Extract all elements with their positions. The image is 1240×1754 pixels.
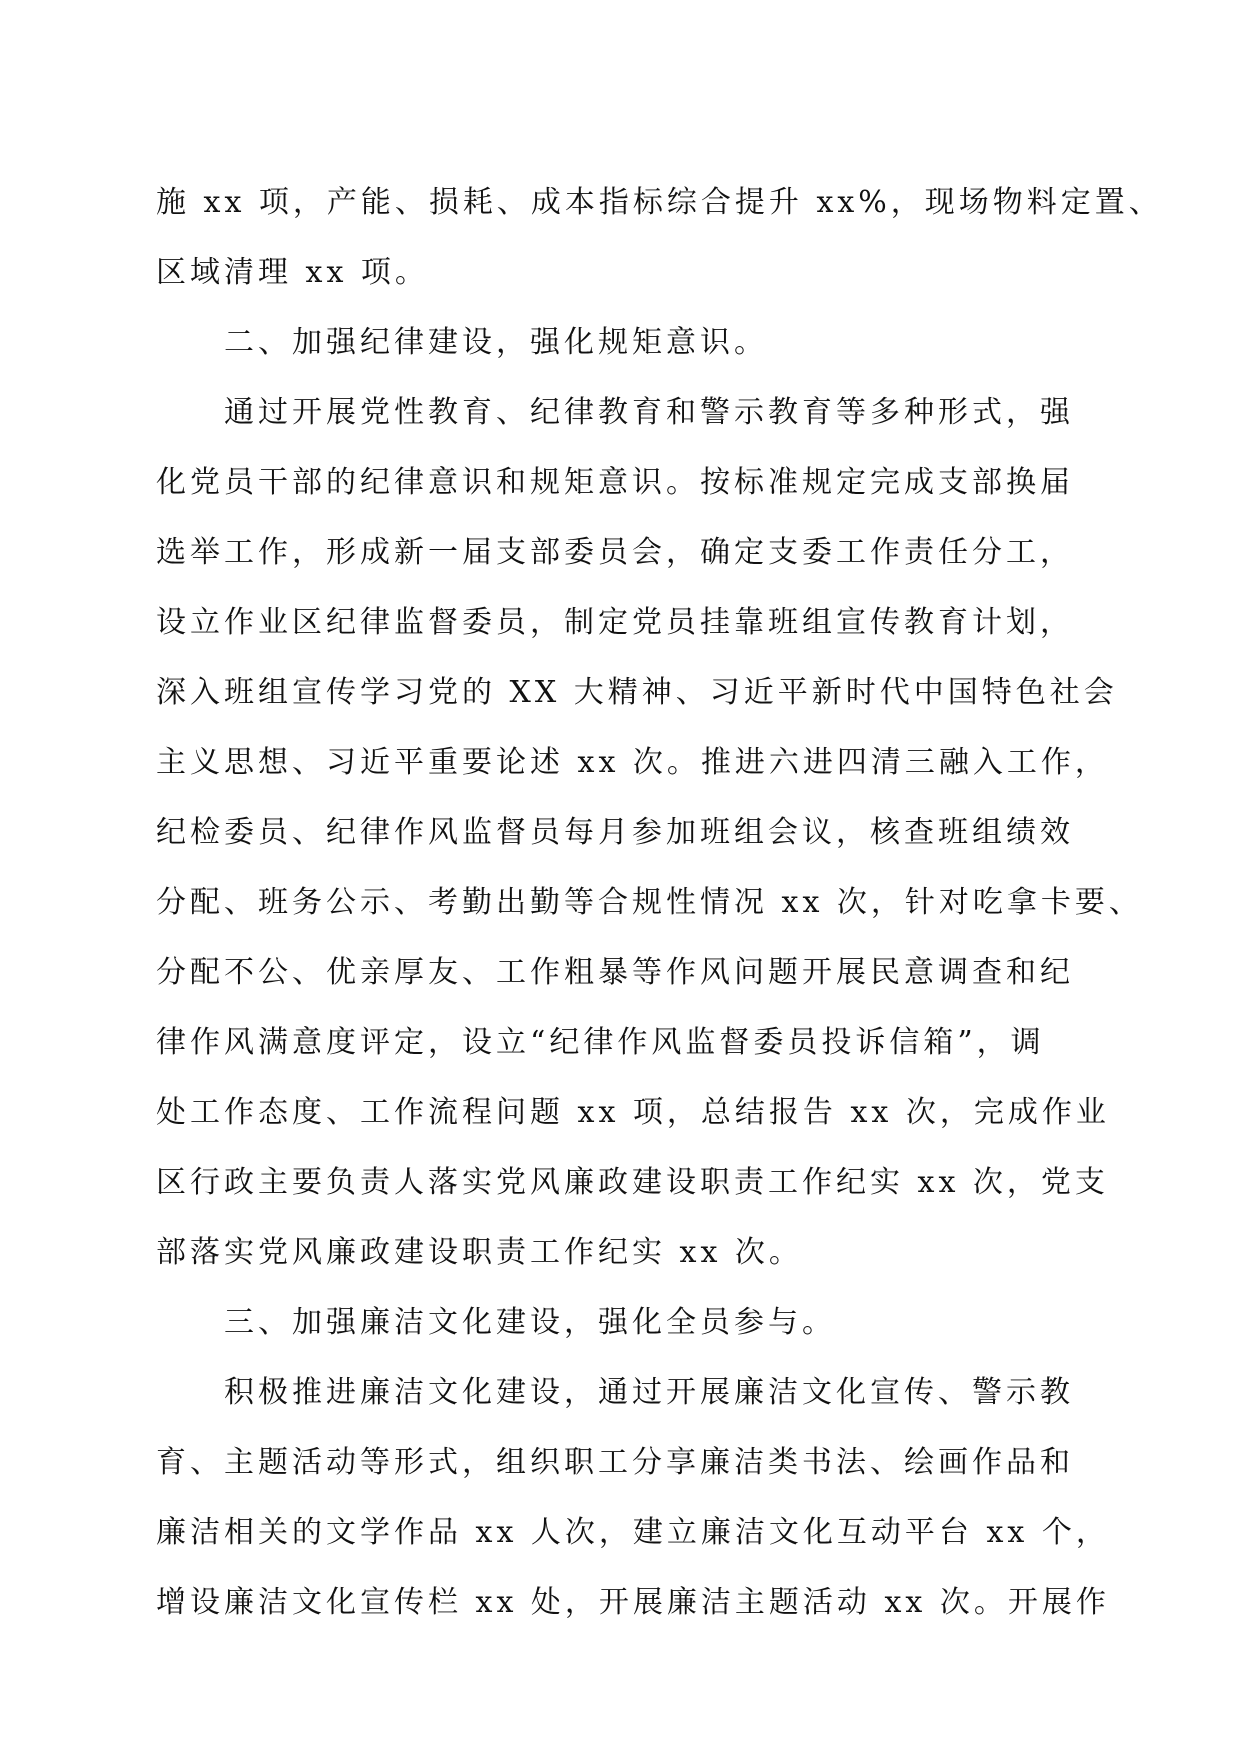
line-01: 施 xx 项，产能、损耗、成本指标综合提升 xx%，现场物料定置、 xyxy=(156,185,1163,220)
line-13: 律作风满意度评定，设立“纪律作风监督委员投诉信箱”，调 xyxy=(156,1025,1045,1060)
line-14: 处工作态度、工作流程问题 xx 项，总结报告 xx 次，完成作业 xyxy=(156,1095,1110,1130)
line-08: 深入班组宣传学习党的 XX 大精神、习近平新时代中国特色社会 xyxy=(156,675,1118,710)
line-05: 化党员干部的纪律意识和规矩意识。按标准规定完成支部换届 xyxy=(156,465,1074,500)
line-21: 增设廉洁文化宣传栏 xx 处，开展廉洁主题活动 xx 次。开展作 xyxy=(156,1585,1110,1620)
line-15: 区行政主要负责人落实党风廉政建设职责工作纪实 xx 次，党支 xyxy=(156,1165,1109,1200)
line-04: 通过开展党性教育、纪律教育和警示教育等多种形式，强 xyxy=(224,395,1074,430)
line-16: 部落实党风廉政建设职责工作纪实 xx 次。 xyxy=(156,1235,803,1270)
line-07: 设立作业区纪律监督委员，制定党员挂靠班组宣传教育计划， xyxy=(156,605,1074,640)
line-06: 选举工作，形成新一届支部委员会，确定支委工作责任分工， xyxy=(156,535,1074,570)
section-heading-3: 三、加强廉洁文化建设，强化全员参与。 xyxy=(224,1305,836,1340)
document-body xyxy=(156,168,1163,1638)
line-18: 积极推进廉洁文化建设，通过开展廉洁文化宣传、警示教 xyxy=(224,1375,1074,1410)
section-heading-2: 二、加强纪律建设，强化规矩意识。 xyxy=(224,325,768,360)
line-20: 廉洁相关的文学作品 xx 人次，建立廉洁文化互动平台 xx 个， xyxy=(156,1515,1110,1550)
line-02: 区域清理 xx 项。 xyxy=(156,255,429,290)
line-09: 主义思想、习近平重要论述 xx 次。推进六进四清三融入工作， xyxy=(156,745,1109,780)
line-11: 分配、班务公示、考勤出勤等合规性情况 xx 次，针对吃拿卡要、 xyxy=(156,885,1143,920)
line-10: 纪检委员、纪律作风监督员每月参加班组会议，核查班组绩效 xyxy=(156,815,1074,850)
line-12: 分配不公、优亲厚友、工作粗暴等作风问题开展民意调查和纪 xyxy=(156,955,1074,990)
line-19: 育、主题活动等形式，组织职工分享廉洁类书法、绘画作品和 xyxy=(156,1445,1074,1480)
